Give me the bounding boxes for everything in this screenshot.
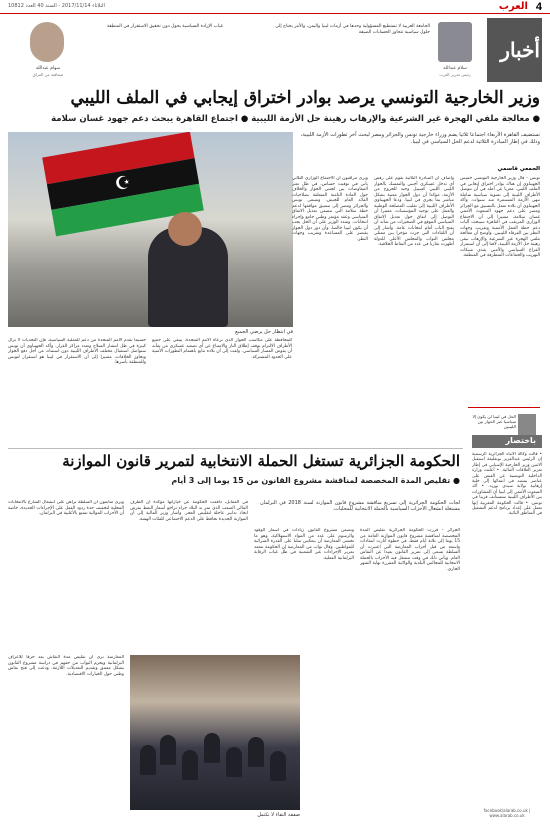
dateline: الثلاثاء 2017/11/14 - السنة 40 العدد 10812 xyxy=(8,3,105,9)
author-role: صحافية من العراق xyxy=(32,72,64,77)
opinion-teaser-text: الجامعة العربية لا تستطيع المسؤولية وحدها في أزمات ليبيا واليمن، والأمر يحتاج إلى حلول سياسية تتجاوز الحسابات الضيقة xyxy=(275,24,430,35)
article-column: تونس - قال وزير الخارجية التونسي خميس الجهيناوي إن هناك بوادر اختراق إيجابي في الملف الليبي، معربا عن أمله في أن تتوصل الأطراف الليبية إلى تسوية سياسية شاملة تنهي الأزمة المستمرة منذ سنوات. وأكد الجهيناوي أن بلاده تعمل بالتنسيق مع الجزائر ومصر على دعم جهود المبعوث الأممي غسان سلامة، مشيرا إلى أن الاجتماع الوزاري المرتقب في القاهرة سيبحث آليات دعم خطة العمل الأممية وتقريب وجهات النظر بين الفرقاء الليبيين. وأوضح أن معالجة ملفي الهجرة غير الشرعية والإرهاب تبقى رهينة حل الأزمة الليبية، لافتا إلى أن استمرار الفراغ السياسي والأمني يغذي شبكات التهريب والجماعات المتطرفة في المنطقة. xyxy=(460,176,540,258)
photo-caption-2: صفقة التقاء لا تكتمل xyxy=(257,812,300,818)
article-subheadline-2 xyxy=(8,476,460,485)
bullet-icon: ● xyxy=(240,114,249,124)
article-column: وأضاف أن المبادرة الثلاثية تقوم على رفض أي تدخل عسكري أجنبي والتمسك بالحوار الليبي الليبي كسبيل وحيد للخروج من الأزمة، مؤكدا أن دول الجوار معنية بشكل مباشر بما يجري في ليبيا. ودعا الجهيناوي الأطراف الليبية إلى تغليب المصلحة الوطنية والعمل على توحيد المؤسسات، معتبرا أن التوصل إلى اتفاق حول تعديل الاتفاق السياسي الموقع في الصخيرات من شأنه أن يفتح الباب أمام انتخابات عامة. وأشار إلى أن اللقاءات التي جرت مؤخرا بين ممثلي مجلس النواب والمجلس الأعلى للدولة أظهرت تقاربا في عدد من النقاط الخلافية. xyxy=(374,176,454,247)
article-column: وتضمن مشروع القانون زيادات في أسعار الوقود والرسوم على عدد من المواد الاستهلاكية، وهو ما تخشى المعارضة أن ينعكس سلبا على القدرة الشرائية للمواطنين. وقال نواب من المعارضة إن الحكومة تتعمد تمرير الإجراءات غير الشعبية في ظل غياب الرقابة البرلمانية الفعلية. xyxy=(254,528,354,561)
opinion-teaser-text: غياب الإرادة السياسية يحول دون تحقيق الاستقرار في المنطقة xyxy=(106,24,223,29)
briefs-text: • قالت وكالة الأنباء الجزائرية الرسمية إن الرئيس عبدالعزيز بوتفليقة استقبل الاثنين وزير الخارجية الإسباني في إطار تعزيز العلاقات الثنائية. • أعلنت وزارة الداخلية التونسية عن القبض على عناصر يشتبه في انتمائها إلى خلية إرهابية بولاية سيدي بوزيد. • أكد المبعوث الأممي إلى ليبيا أن المشاورات بين الأطراف الليبية ستستأنف قريبا في تونس. • قالت الحكومة المغربية إنها تعمل على إعداد برنامج لدعم التشغيل في المناطق النائية. xyxy=(472,452,542,517)
author-name: سلام عبدالله xyxy=(443,66,467,71)
section-label: أخبار xyxy=(500,38,540,62)
opinion-teaser-2[interactable] xyxy=(8,18,223,80)
article-column: ويرى متابعون أن السلطة تراهن على انشغال الشارع بالانتخابات المحلية لتخفيف حدة ردود الفعل على الإجراءات الجديدة، خاصة أن الأحزاب الموالية تتمتع بالأغلبية في البرلمان. xyxy=(8,500,124,516)
article-photo-2 xyxy=(130,655,300,810)
bullet-icon: ● xyxy=(453,476,460,485)
page-number: 4 xyxy=(535,1,542,13)
article-column: الجزائر - قررت الحكومة الجزائرية تقليص المدة المخصصة لمناقشة مشروع قانون الموازنة العامة من 15 يوما إلى ثلاثة أيام فقط، في خطوة أثارت انتقادات واسعة من قبل أحزاب المعارضة التي اعتبرت أن السلطة تسعى إلى تمرير القانون بعيدا عن النقاش العام. ويأتي ذلك في وقت تنشغل فيه الأحزاب بالحملة الانتخابية للمجالس البلدية والولائية المقررة نهاية الشهر الجاري. xyxy=(360,528,460,572)
paper-name: العرب xyxy=(498,1,528,12)
briefs-heading: باختصار xyxy=(472,435,542,448)
quote-photo xyxy=(518,414,536,436)
subheadline-2a: تقليص المدة المخصصة لمناقشة مشروع القانون من 15 يوما إلى 3 أيام xyxy=(171,476,451,485)
section-divider xyxy=(8,448,463,449)
article-headline[interactable]: وزير الخارجية التونسي يرصد بوادر اختراق إيجابي في الملف الليبي xyxy=(70,88,540,108)
footer-link[interactable]: facebook/alarab.co.uk | www.alarab.co.uk xyxy=(483,808,531,818)
author-name: سهام عبدالله xyxy=(35,66,61,71)
article-photo xyxy=(8,132,293,327)
byline: الجمعي قاسمي xyxy=(497,166,540,172)
subheadline-a: معالجة ملفي الهجرة غير الشرعية والإرهاب رهينة حل الأزمة الليبية xyxy=(251,114,530,124)
quote-text: الحل في ليبيا لن يكون إلا سياسيا عبر الحوار بين الليبيين xyxy=(472,414,516,430)
author-role: رئيس تحرير العرب xyxy=(439,72,471,77)
article-lead-2: لجأت الحكومة الجزائرية إلى تسريع مناقشة مشروع قانون الموازنة لسنة 2018 في البرلمان مستغلة انشغال الأحزاب السياسية بالحملة الانتخابية للمحليات. xyxy=(260,500,460,513)
article-column: ويرى مراقبون أن الاجتماع الوزاري الثلاثي يأتي في توقيت حساس، في ظل تعثر المفاوضات بين لجنتي الحوار والخلاف حول المادة الثامنة المتعلقة بصلاحيات القائد العام للجيش. وتسعى تونس والجزائر ومصر إلى تنسيق مواقفها لدعم خطة سلامة التي تتضمن تعديل الاتفاق السياسي وعقد مؤتمر وطني جامع وإجراء انتخابات. وشدد الوزير على أن الحل يجب أن يكون ليبيا خالصا، وأن دور دول الجوار يقتصر على المساعدة وتقريب وجهات النظر. xyxy=(292,176,368,242)
article-column: حسبما تقدم الأمم المتحدة من دعم للعملية السياسية، فإن التحديات لا تزال كبيرة في ظل انتشار السلاح وتعدد مراكز القرار. وأكد الجهيناوي أن تونس ستواصل استقبال مختلف الأطراف الليبية دون استثناء، من أجل دفع الحوار وتجاوز الخلافات، مشيرا إلى أن الاستقرار في ليبيا هو استقرار لتونس وللمنطقة بأسرها. xyxy=(8,338,146,365)
opinion-teaser-1[interactable] xyxy=(265,18,480,80)
author-photo xyxy=(438,22,472,62)
libyan-flag: ☪ xyxy=(42,132,204,236)
article-column: للمحافظة على مكاسب الحوار الذي ترعاه الأمم المتحدة، ينبغي على جميع الأطراف الالتزام بوقف إطلاق النار والامتناع عن أي تصعيد عسكري من شأنه أن يقوض المسار السياسي. ولفت إلى أن بلاده تتابع باهتمام التطورات الأمنية على الحدود المشتركة. xyxy=(152,338,292,360)
bullet-icon: ● xyxy=(532,114,540,124)
author-photo xyxy=(30,22,64,62)
subheadline-b: اجتماع القاهرة يبحث دعم جهود غسان سلامة xyxy=(51,114,238,124)
article-headline-2[interactable]: الحكومة الجزائرية تستغل الحملة الانتخابية لتمرير قانون الموازنة xyxy=(62,452,460,470)
person-head xyxy=(168,212,202,246)
photo-caption: في انتظار حل يرضي الجميع xyxy=(235,329,293,335)
article-subheadline xyxy=(10,114,540,124)
article-column: في المقابل، دافعت الحكومة عن خياراتها مؤكدة أن الظرف المالي الصعب الذي تمر به البلاد جراء تراجع أسعار النفط يفرض اتخاذ تدابير عاجلة لتقليص العجز. وأشار وزير المالية إلى أن الموازنة الجديدة تحافظ على الدعم الاجتماعي للفئات الهشة. xyxy=(130,500,248,522)
article-column: المعارضة ترى أن تقليص مدة النقاش يعد خرقا للأعراف البرلمانية ويحرم النواب من حقهم في دراسة مشروع القانون بشكل معمق وتقديم التعديلات اللازمة. ودعت إلى فتح نقاش وطني حول الخيارات الاقتصادية. xyxy=(8,655,124,677)
article-intro: تستضيف القاهرة الأربعاء اجتماعا ثلاثيا يضم وزراء خارجية تونس والجزائر ومصر لبحث آخر تطورات الأزمة الليبية، وذلك في إطار المبادرة الثلاثية لدعم الحل السياسي في ليبيا. xyxy=(300,132,540,145)
